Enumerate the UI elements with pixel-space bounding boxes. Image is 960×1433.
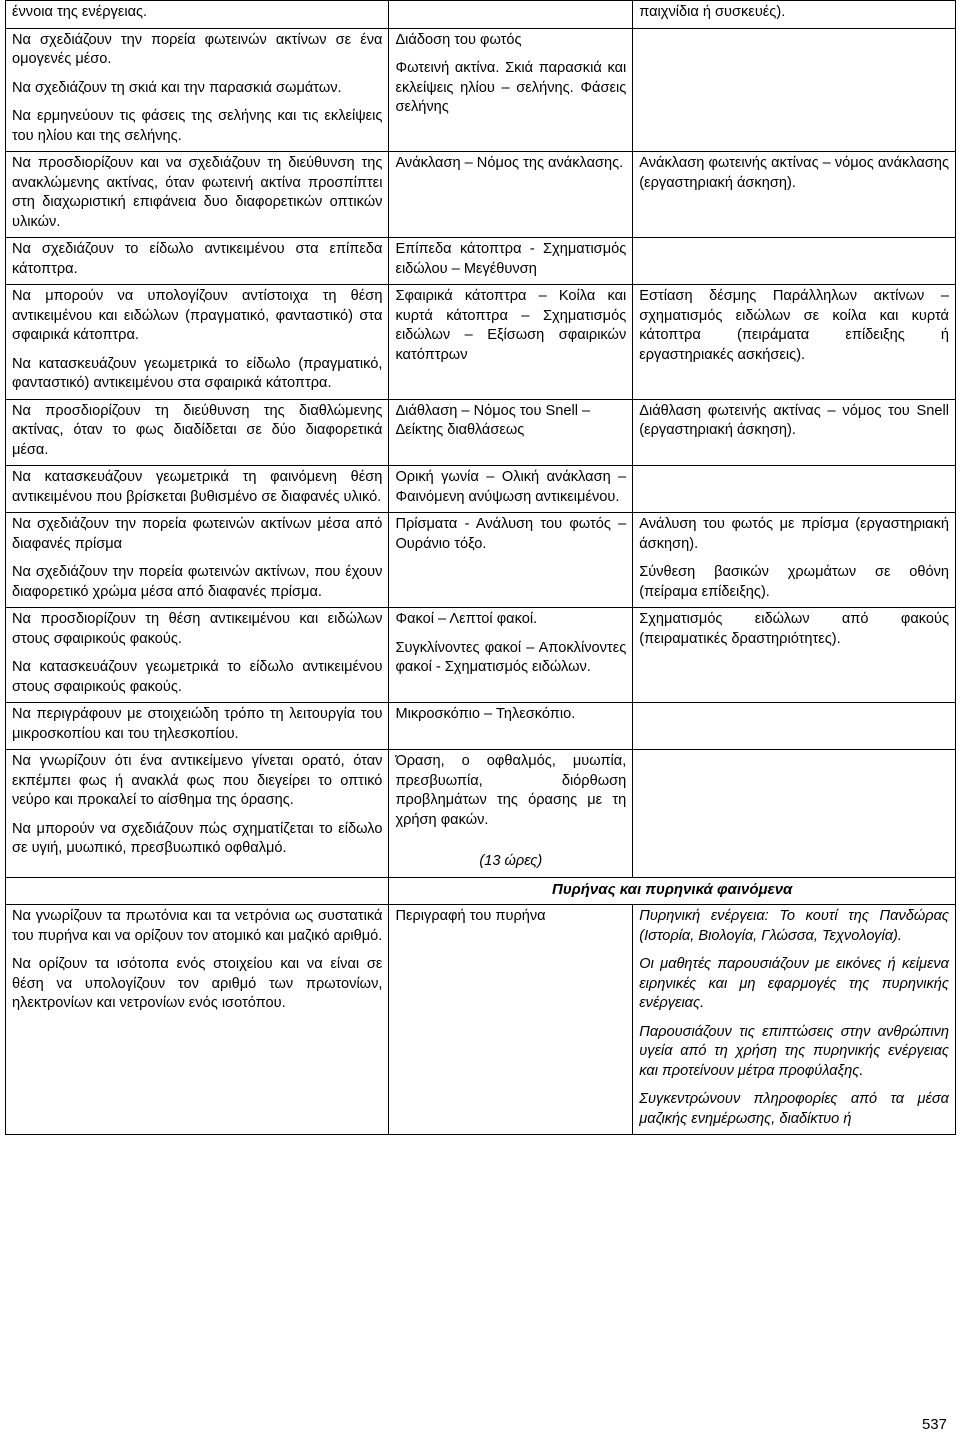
cell-paragraph: Σχηματισμός ειδώλων από φακούς (πειραματικές δραστηριότητες). [639,611,949,647]
cell-paragraph: Να σχεδιάζουν το είδωλο αντικειμένου στα επίπεδα κάτοπτρα. [12,241,383,277]
topics-cell [389,750,633,878]
cell-paragraph: έννοια της ενέργειας. [12,4,148,20]
objectives-cell [6,399,389,466]
cell-paragraph: Σφαιρικά κάτοπτρα – Κοίλα και κυρτά κάτοπτρα – Σχηματισμός ειδώλων – Εξίσωση σφαιρικών κατόπτρων [395,288,627,363]
empty-cell [6,877,389,905]
curriculum-table [5,0,956,1135]
cell-paragraph: Να κατασκευάζουν γεωμετρικά τη φαινόμενη θέση αντικειμένου που βρίσκεται βυθισμένο σε διαφανές υλικό. [12,469,383,505]
cell-paragraph: Ορική γωνία – Ολική ανάκλαση – Φαινόμενη ανύψωση αντικειμένου. [395,469,627,505]
activities-cell [633,608,956,703]
cell-paragraph: Να κατασκευάζουν γεωμετρικά το είδωλο (πραγματικό, φανταστικό) αντικειμένου στα σφαιρικά κάτοπτρα. [12,355,383,391]
activities-cell [633,466,956,513]
cell-paragraph: Μικροσκόπιο – Τηλεσκόπιο. [395,706,576,722]
cell-paragraph: Συγκλίνοντες φακοί – Αποκλίνοντες φακοί - Σχηματισμός ειδώλων. [395,639,627,675]
cell-paragraph: Διάθλαση – Νόμος του Snell – Δείκτης διαθλάσεως [395,402,591,438]
topics-cell [389,1,633,29]
cell-paragraph: Διάθλαση φωτεινής ακτίνας – νόμος του Snell (εργαστηριακή άσκηση). [639,402,949,438]
table-row [6,28,956,152]
activities-cell [633,152,956,238]
table-row [6,703,956,750]
cell-paragraph: Ανάκλαση – Νόμος της ανάκλασης. [395,155,624,171]
objectives-cell [6,1,389,29]
cell-paragraph: Πυρηνική ενέργεια: Το κουτί της Πανδώρας (Ιστορία, Βιολογία, Γλώσσα, Τεχνολογία). [639,908,949,944]
table-row [6,905,956,1135]
activities-cell [633,238,956,285]
cell-paragraph: Να σχεδιάζουν την πορεία φωτεινών ακτίνων μέσα από διαφανές πρίσμα [12,516,383,552]
activities-cell [633,1,956,29]
cell-paragraph: Να προσδιορίζουν τη διεύθυνση της διαθλώμενης ακτίνας, όταν το φως διαδίδεται σε δύο διαφορετικά μέσα. [12,402,383,458]
topics-cell [389,152,633,238]
objectives-cell [6,466,389,513]
topics-cell [389,28,633,152]
objectives-cell [6,703,389,750]
cell-paragraph: Να ερμηνεύουν τις φάσεις της σελήνης και τις εκλείψεις του ηλίου και της σελήνης. [12,108,383,144]
curriculum-table-body [6,1,956,1135]
cell-paragraph: Να προσδιορίζουν και να σχεδιάζουν τη διεύθυνση της ανακλώμενης ακτίνας, όταν φωτεινή ακτίνα προσπίπτει στη διαχωριστική επιφάνεια δυο διαφορετικών οπτικών υλικών. [12,155,383,230]
activities-cell [633,285,956,400]
objectives-cell [6,28,389,152]
cell-paragraph: Να σχεδιάζουν την πορεία φωτεινών ακτίνων σε ένα ομογενές μέσο. [12,31,383,67]
cell-paragraph: παιχνίδια ή συσκευές). [639,4,786,20]
cell-paragraph: Πρίσματα - Ανάλυση του φωτός – Ουράνιο τόξο. [395,516,627,552]
topics-cell [389,285,633,400]
objectives-cell [6,513,389,608]
cell-paragraph: Ανάκλαση φωτεινής ακτίνας – νόμος ανάκλασης (εργαστηριακή άσκηση). [639,155,950,191]
cell-paragraph: Να σχεδιάζουν τη σκιά και την παρασκιά σωμάτων. [12,79,342,96]
table-row [6,750,956,878]
objectives-cell [6,238,389,285]
topics-cell [389,905,633,1135]
table-row [6,238,956,285]
cell-paragraph: Να προσδιορίζουν τη θέση αντικειμένου και ειδώλων στους σφαιρικούς φακούς. [12,611,383,647]
cell-paragraph: Διάδοση του φωτός [395,31,522,48]
cell-paragraph: Οι μαθητές παρουσιάζουν με εικόνες ή κείμενα ειρηνικές και μη εφαρμογές της πυρηνικής ενέργειας. [639,956,949,1011]
cell-paragraph: Επίπεδα κάτοπτρα - Σχηματισμός ειδώλου – Μεγέθυνση [395,241,627,277]
cell-paragraph: Να γνωρίζουν τα πρωτόνια και τα νετρόνια ως συστατικά του πυρήνα και να ορίζουν τον ατομικό και μαζικό αριθμό. [12,908,383,944]
table-row [6,1,956,29]
topics-cell [389,399,633,466]
cell-paragraph: Παρουσιάζουν τις επιπτώσεις στην ανθρώπινη υγεία από τη χρήση της πυρηνικής ενέργειας και προτείνουν μέτρα προφύλαξης. [639,1023,949,1079]
cell-paragraph: Να γνωρίζουν ότι ένα αντικείμενο γίνεται ορατό, όταν εκπέμπει φως ή ανακλά φως που διεγείρει το οπτικό νεύρο και προκαλεί το αίσθημα της όρασης. [12,753,383,808]
table-row [6,285,956,400]
objectives-cell [6,285,389,400]
cell-paragraph: Σύνθεση βασικών χρωμάτων σε οθόνη (πείραμα επίδειξης). [639,564,949,600]
cell-paragraph: Όραση, ο οφθαλμός, μυωπία, πρεσβυωπία, διόρθωση προβλημάτων της όρασης με τη χρήση φακών. [395,753,627,828]
activities-cell [633,905,956,1135]
table-row [6,466,956,513]
cell-paragraph: Περιγραφή του πυρήνα [395,908,546,924]
table-row [6,608,956,703]
hours-note: (13 ώρες) [479,853,543,869]
cell-paragraph: Να κατασκευάζουν γεωμετρικά το είδωλο αντικειμένου στους σφαιρικούς φακούς. [12,659,383,695]
objectives-cell [6,905,389,1135]
cell-paragraph: Συγκεντρώνουν πληροφορίες από τα μέσα μαζικής ενημέρωσης, διαδίκτυο ή [639,1091,949,1127]
section-row [6,877,956,905]
page-number: 537 [921,1416,947,1433]
cell-paragraph: Να μπορούν να υπολογίζουν αντίστοιχα τη θέση αντικειμένου και ειδώλων (πραγματικό, φανταστικό) στα σφαιρικά κάτοπτρα. [12,288,383,343]
activities-cell [633,750,956,878]
topics-cell [389,513,633,608]
table-row [6,399,956,466]
cell-paragraph: Ανάλυση του φωτός με πρίσμα (εργαστηριακή άσκηση). [639,516,949,552]
activities-cell [633,513,956,608]
topics-cell [389,608,633,703]
section-title: Πυρήνας και πυρηνικά φαινόμενα [389,877,956,905]
cell-paragraph: Φωτεινή ακτίνα. Σκιά παρασκιά και εκλείψεις ηλίου – σελήνης. Φάσεις σελήνης [395,60,627,115]
cell-paragraph: Να περιγράφουν με στοιχειώδη τρόπο τη λειτουργία του μικροσκοπίου και του τηλεσκοπίου. [12,706,383,742]
cell-paragraph: Να σχεδιάζουν την πορεία φωτεινών ακτίνων, που έχουν διαφορετικό χρώμα μέσα από διαφανές πρίσμα. [12,564,383,600]
objectives-cell [6,152,389,238]
table-row [6,152,956,238]
topics-cell [389,238,633,285]
activities-cell [633,399,956,466]
activities-cell [633,703,956,750]
cell-paragraph: Φακοί – Λεπτοί φακοί. [395,611,538,627]
objectives-cell [6,608,389,703]
objectives-cell [6,750,389,878]
table-row [6,513,956,608]
cell-paragraph: Εστίαση δέσμης Παράλληλων ακτίνων – σχηματισμός ειδώλων σε κοίλα και κυρτά κάτοπτρα (πειράματα επίδειξης ή εργαστηριακές ασκήσεις). [639,288,949,363]
cell-paragraph: Να μπορούν να σχεδιάζουν πώς σχηματίζεται το είδωλο σε υγιή, μυωπικό, πρεσβυωπικό οφθαλμό. [12,820,383,856]
topics-cell [389,466,633,513]
topics-cell [389,703,633,750]
activities-cell [633,28,956,152]
cell-paragraph: Να ορίζουν τα ισότοπα ενός στοιχείου και να είναι σε θέση να υπολογίζουν τον αριθμό των πρωτονίων, ηλεκτρονίων και νετρονίων ενός ισοτόπου. [12,956,383,1011]
